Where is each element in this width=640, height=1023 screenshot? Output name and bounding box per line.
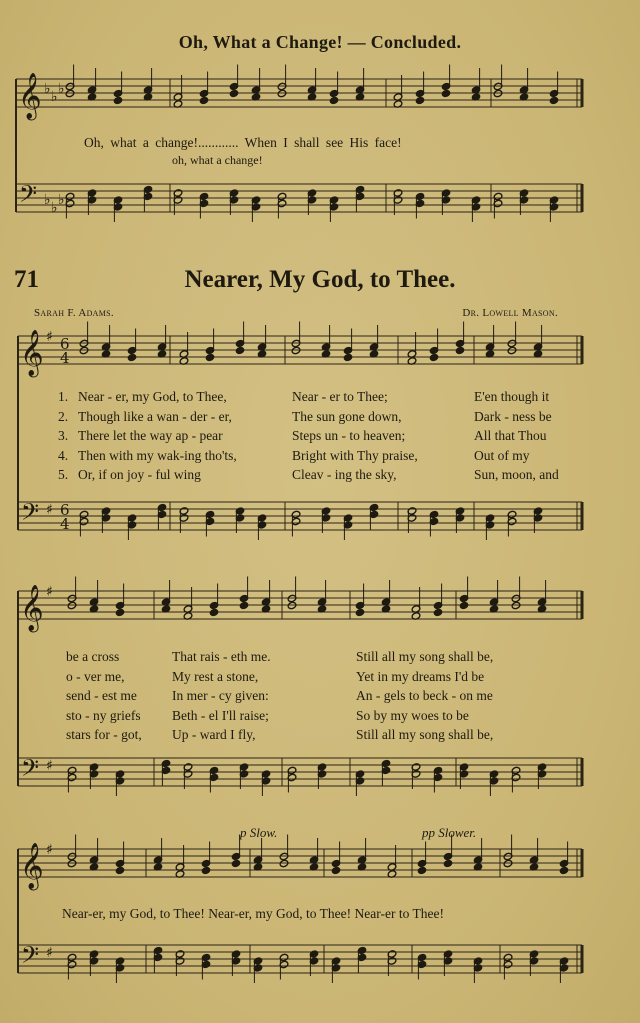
bass-clef-icon: 𝄢: [21, 941, 40, 974]
treble-note-lower: [433, 608, 443, 616]
dynamic-marking-slower: pp Slower.: [422, 825, 477, 840]
sharp-sign-icon: ♯: [46, 945, 53, 961]
treble-note-lower: [455, 346, 465, 354]
treble-note-lower: [235, 346, 245, 354]
verse-4-part1-b: Bright with Thy praise,: [292, 447, 418, 463]
treble-note-lower: [209, 608, 219, 616]
treble-note-lower: [115, 608, 125, 616]
dynamic-marking-slow: p Slow.: [240, 825, 278, 840]
verse-4-part2-b: Beth - el I'll raise;: [172, 707, 269, 723]
treble-note-lower: [429, 353, 439, 361]
verse-2-part2-b: My rest a stone,: [172, 668, 259, 684]
verse-3-part2-a: send - est me: [66, 688, 137, 703]
verse-2-part1-a: Though like a wan - der - er,: [78, 408, 232, 424]
verse-5-part1-num: 5.: [58, 467, 69, 482]
flat-sign-icon: ♭: [58, 81, 65, 97]
time-signature-top: 6: [60, 501, 70, 519]
verse-3-part2-c: An - gels to beck - on me: [356, 688, 493, 703]
hymn-number: 71: [14, 266, 39, 293]
verse-4-part1-a: Then with my wak-ing tho'ts,: [78, 447, 237, 463]
flat-sign-icon: ♭: [44, 81, 51, 97]
verse-1-part1-b: Near - er to Thee;: [292, 389, 388, 404]
treble-note-lower: [199, 96, 209, 104]
verse-3-part2-b: In mer - cy given:: [172, 688, 269, 703]
verse-3-part1-b: Steps un - to heaven;: [292, 428, 406, 443]
sharp-sign-icon: ♯: [46, 329, 53, 345]
time-signature-bottom: 4: [60, 349, 70, 367]
verse-4-part2-a: sto - ny griefs: [66, 707, 141, 723]
verse-3-part1-a: There let the way ap - pear: [78, 428, 223, 443]
verse-2-part2-c: Yet in my dreams I'd be: [356, 668, 485, 684]
treble-note-lower: [417, 866, 427, 874]
treble-clef-icon: 𝄞: [20, 843, 44, 889]
flat-sign-icon: ♭: [44, 192, 51, 208]
treble-note-lower: [459, 601, 469, 609]
treble-note-lower: [415, 96, 425, 104]
treble-clef-icon: 𝄞: [18, 73, 42, 119]
treble-clef-icon: 𝄞: [20, 585, 44, 631]
verse-5-part2-b: Up - ward I fly,: [172, 727, 256, 742]
flat-sign-icon: ♭: [58, 192, 65, 208]
verse-1-part2-c: Still all my song shall be,: [356, 649, 494, 664]
bass-clef-icon: 𝄢: [19, 180, 38, 213]
treble-note-lower: [201, 866, 211, 874]
bass-clef-icon: 𝄢: [21, 498, 40, 531]
verse-1-part2-a: be a cross: [66, 649, 120, 664]
verse-4-part2-c: So by my woes to be: [356, 707, 469, 723]
verse-1-part1-a: Near - er, my God, to Thee,: [78, 389, 227, 404]
treble-note-lower: [127, 353, 137, 361]
hymn-title: Nearer, My God, to Thee.: [184, 266, 456, 293]
verse-4-part1-c: Out of my: [474, 447, 530, 463]
treble-clef-icon: 𝄞: [20, 330, 44, 376]
verse-2-part1-num: 2.: [58, 408, 69, 424]
verse-2-part2-a: o - ver me,: [66, 668, 125, 684]
verse-5-part1-a: Or, if on joy - ful wing: [78, 467, 201, 482]
verse-2-part1-c: Dark - ness be: [474, 408, 552, 424]
treble-note-lower: [115, 866, 125, 874]
treble-note-lower: [205, 353, 215, 361]
treble-note-lower: [229, 89, 239, 97]
refrain-lyric: Near-er, my God, to Thee! Near-er, my God, to Thee! Near-er to Thee!: [62, 906, 444, 921]
verse-5-part1-b: Cleav - ing the sky,: [292, 467, 397, 482]
sharp-sign-icon: ♯: [46, 502, 53, 518]
lyric-echo: oh, what a change!: [172, 153, 263, 167]
flat-sign-icon: ♭: [51, 89, 58, 105]
verse-1-part1-c: E'en though it: [474, 389, 550, 404]
treble-note-lower: [331, 866, 341, 874]
verse-2-part1-b: The sun gone down,: [292, 408, 402, 424]
sharp-sign-icon: ♯: [46, 584, 53, 600]
verse-1-part1-num: 1.: [58, 389, 69, 404]
treble-note-lower: [329, 96, 339, 104]
time-signature-bottom: 4: [60, 515, 70, 533]
treble-note-lower: [343, 353, 353, 361]
treble-note-lower: [231, 859, 241, 867]
treble-note-lower: [239, 601, 249, 609]
composer-credit: Dr. Lowell Mason.: [462, 307, 558, 319]
bass-clef-icon: 𝄢: [21, 754, 40, 787]
lyric-line: Oh, what a change!............ When I shall see His face!: [84, 135, 402, 150]
verse-3-part1-num: 3.: [58, 428, 69, 443]
treble-note-lower: [443, 859, 453, 867]
verse-4-part1-num: 4.: [58, 447, 69, 463]
sharp-sign-icon: ♯: [46, 758, 53, 774]
verse-5-part2-c: Still all my song shall be,: [356, 727, 494, 742]
treble-note-lower: [559, 866, 569, 874]
sharp-sign-icon: ♯: [46, 842, 53, 858]
time-signature-top: 6: [60, 335, 70, 353]
section-title: Oh, What a Change! — Concluded.: [178, 32, 462, 52]
author-credit: Sarah F. Adams.: [34, 307, 114, 319]
treble-note-lower: [549, 96, 559, 104]
flat-sign-icon: ♭: [51, 200, 58, 216]
treble-note-lower: [113, 96, 123, 104]
verse-5-part2-a: stars for - got,: [66, 727, 142, 742]
verse-3-part1-c: All that Thou: [474, 428, 547, 443]
treble-note-lower: [441, 89, 451, 97]
treble-note-lower: [355, 608, 365, 616]
verse-1-part2-b: That rais - eth me.: [172, 649, 271, 664]
verse-5-part1-c: Sun, moon, and: [474, 467, 559, 482]
